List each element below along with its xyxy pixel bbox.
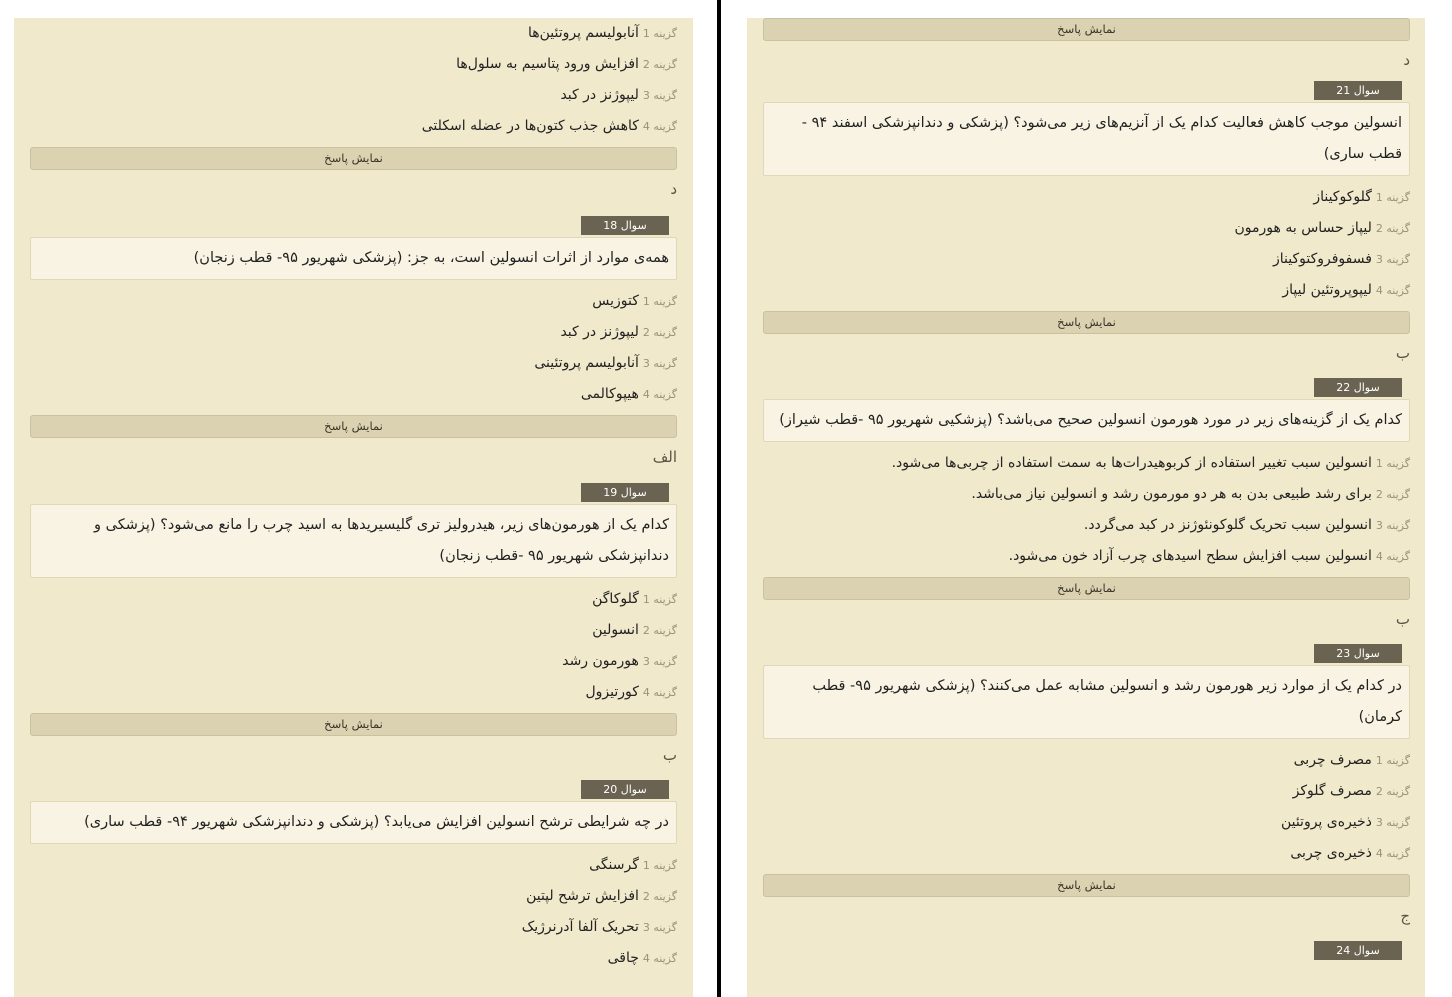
- option-number: گزینه 4: [1375, 847, 1410, 860]
- option-text: لیپوپروتئین لیپاز: [1282, 282, 1372, 298]
- option-text: مصرف چربی: [1293, 752, 1372, 768]
- option-row[interactable]: [763, 807, 1410, 838]
- question-text: انسولین موجب کاهش فعالیت کدام یک از آنزیم‌های زیر می‌شود؟ (پزشکی و دندانپزشکی اسفند ۹۴ - قطب ساری): [763, 102, 1410, 176]
- option-text: آنابولیسم پروتئینی: [534, 355, 639, 371]
- option-row[interactable]: [30, 379, 677, 410]
- question-text: کدام یک از هورمون‌های زیر، هیدرولیز تری گلیسیریدها به اسید چرب را مانع می‌شود؟ (پزشکی و دندانپزشکی شهریور ۹۵ -قطب زنجان): [30, 504, 677, 578]
- option-text: تحریک آلفا آدرنرژیک: [521, 919, 639, 935]
- option-text: مصرف گلوکز: [1292, 783, 1372, 799]
- option-row[interactable]: [30, 18, 677, 49]
- page-divider: [717, 0, 721, 997]
- option-row[interactable]: [763, 275, 1410, 306]
- option-row[interactable]: [30, 584, 677, 615]
- answer-text: ب: [662, 746, 677, 764]
- option-number: گزینه 1: [1375, 754, 1410, 767]
- option-text: انسولین سبب تحریک گلوکونئوژنز در کبد می‌گردد.: [1083, 517, 1372, 533]
- option-text: گلوکاگن: [592, 591, 639, 607]
- option-text: کتوزیس: [592, 293, 639, 309]
- option-text: ذخیره‌ی چربی: [1290, 845, 1372, 861]
- option-row[interactable]: [30, 615, 677, 646]
- option-text: برای رشد طبیعی بدن به هر دو مورمون رشد و انسولین نیاز می‌باشد.: [971, 486, 1372, 502]
- option-text: ذخیره‌ی پروتئین: [1280, 814, 1372, 830]
- option-number: گزینه 2: [642, 326, 677, 339]
- option-row[interactable]: [763, 479, 1410, 510]
- option-row[interactable]: [30, 912, 677, 943]
- answer-text: ب: [1395, 344, 1410, 362]
- option-number: گزینه 4: [642, 388, 677, 401]
- option-row[interactable]: [763, 244, 1410, 275]
- answer-text: ب: [1395, 610, 1410, 628]
- option-text: لیپوژنز در کبد: [560, 87, 639, 103]
- option-text: فسفوفروکتوکیناز: [1272, 251, 1372, 267]
- option-text: گلوکوکیناز: [1313, 189, 1372, 205]
- option-row[interactable]: [763, 448, 1410, 479]
- answer-text: الف: [652, 448, 677, 466]
- option-text: انسولین سبب تغییر استفاده از کربوهیدرات‌ها به سمت استفاده از چربی‌ها می‌شود.: [891, 455, 1372, 471]
- question-text: همه‌ی موارد از اثرات انسولین است، به جز: (پزشکی شهریور ۹۵- قطب زنجان): [30, 237, 677, 280]
- option-text: کورتیزول: [585, 684, 639, 700]
- option-number: گزینه 2: [642, 58, 677, 71]
- option-number: گزینه 1: [1375, 457, 1410, 470]
- option-text: آنابولیسم پروتئین‌ها: [527, 25, 639, 41]
- option-row[interactable]: [30, 943, 677, 974]
- option-number: گزینه 3: [1375, 253, 1410, 266]
- option-number: گزینه 3: [642, 89, 677, 102]
- option-row[interactable]: [763, 745, 1410, 776]
- option-text: هورمون رشد: [562, 653, 639, 669]
- option-row[interactable]: [763, 213, 1410, 244]
- show-answer-button[interactable]: نمایش پاسخ: [30, 415, 677, 438]
- question-21: [763, 67, 1410, 366]
- option-text: انسولین: [592, 622, 639, 638]
- question-number-badge: سوال 21: [1314, 81, 1402, 100]
- option-row[interactable]: [763, 541, 1410, 572]
- show-answer-button[interactable]: نمایش پاسخ: [30, 147, 677, 170]
- question-number-badge: سوال 24: [1314, 941, 1402, 960]
- option-number: گزینه 3: [642, 357, 677, 370]
- option-row[interactable]: [30, 286, 677, 317]
- option-number: گزینه 2: [1375, 222, 1410, 235]
- question-24: [763, 927, 1410, 960]
- answer-text: د: [1403, 51, 1410, 69]
- option-number: گزینه 1: [642, 593, 677, 606]
- question-text: در کدام یک از موارد زیر هورمون رشد و انسولین مشابه عمل می‌کنند؟ (پزشکی شهریور ۹۵- قطب کرمان): [763, 665, 1410, 739]
- option-row[interactable]: [30, 80, 677, 111]
- question-number-badge: سوال 19: [581, 483, 669, 502]
- option-number: گزینه 1: [642, 27, 677, 40]
- option-text: لیپوژنز در کبد: [560, 324, 639, 340]
- option-number: گزینه 4: [642, 952, 677, 965]
- option-row[interactable]: [763, 510, 1410, 541]
- show-answer-button[interactable]: نمایش پاسخ: [763, 311, 1410, 334]
- question-number-badge: سوال 22: [1314, 378, 1402, 397]
- option-text: لیپاز حساس به هورمون: [1234, 220, 1372, 236]
- option-number: گزینه 2: [1375, 785, 1410, 798]
- option-number: گزینه 2: [1375, 488, 1410, 501]
- option-text: گرسنگی: [589, 857, 639, 873]
- option-text: کاهش جذب کتون‌ها در عضله اسکلتی: [421, 118, 639, 134]
- answer-text: د: [670, 180, 677, 198]
- option-text: افزایش ورود پتاسیم به سلول‌ها: [456, 56, 639, 72]
- option-number: گزینه 4: [642, 120, 677, 133]
- left-page[interactable]: [14, 18, 693, 997]
- option-number: گزینه 3: [642, 921, 677, 934]
- question-number-badge: سوال 23: [1314, 644, 1402, 663]
- option-row[interactable]: [30, 317, 677, 348]
- option-row[interactable]: [763, 776, 1410, 807]
- option-number: گزینه 1: [642, 859, 677, 872]
- question-23: [763, 630, 1410, 929]
- option-number: گزینه 2: [642, 624, 677, 637]
- option-text: افزایش ترشح لپتین: [526, 888, 639, 904]
- option-number: گزینه 4: [1375, 284, 1410, 297]
- question-18: [30, 202, 677, 470]
- option-number: گزینه 3: [1375, 816, 1410, 829]
- question-text: در چه شرایطی ترشح انسولین افزایش می‌یابد؟ (پزشکی و دندانپزشکی شهریور ۹۴- قطب ساری): [30, 801, 677, 844]
- q17-section: [30, 18, 677, 202]
- option-row[interactable]: [763, 838, 1410, 869]
- question-number-badge: سوال 18: [581, 216, 669, 235]
- option-row[interactable]: [30, 111, 677, 142]
- answer-text: ج: [1400, 907, 1410, 925]
- option-row[interactable]: [30, 677, 677, 708]
- question-20: [30, 766, 677, 974]
- option-number: گزینه 4: [1375, 550, 1410, 563]
- question-19: [30, 469, 677, 768]
- option-row[interactable]: [763, 182, 1410, 213]
- option-text: هیپوکالمی: [580, 386, 639, 402]
- show-answer-button[interactable]: نمایش پاسخ: [763, 18, 1410, 41]
- question-text: کدام یک از گزینه‌های زیر در مورد هورمون انسولین صحیح می‌باشد؟ (پزشکیی شهریور ۹۵ -قطب شیراز): [763, 399, 1410, 442]
- show-answer-button[interactable]: نمایش پاسخ: [763, 874, 1410, 897]
- option-row[interactable]: [30, 646, 677, 677]
- option-number: گزینه 1: [1375, 191, 1410, 204]
- q20-answer-section: [763, 18, 1410, 73]
- show-answer-button[interactable]: نمایش پاسخ: [30, 713, 677, 736]
- option-number: گزینه 3: [642, 655, 677, 668]
- option-row[interactable]: [30, 49, 677, 80]
- question-22: [763, 364, 1410, 632]
- right-page[interactable]: [747, 18, 1425, 997]
- option-number: گزینه 1: [642, 295, 677, 308]
- option-row[interactable]: [30, 881, 677, 912]
- option-text: چاقی: [607, 950, 639, 966]
- option-number: گزینه 4: [642, 686, 677, 699]
- option-number: گزینه 3: [1375, 519, 1410, 532]
- question-number-badge: سوال 20: [581, 780, 669, 799]
- option-text: انسولین سبب افزایش سطح اسیدهای چرب آزاد خون می‌شود.: [1008, 548, 1372, 564]
- option-row[interactable]: [30, 348, 677, 379]
- option-number: گزینه 2: [642, 890, 677, 903]
- show-answer-button[interactable]: نمایش پاسخ: [763, 577, 1410, 600]
- option-row[interactable]: [30, 850, 677, 881]
